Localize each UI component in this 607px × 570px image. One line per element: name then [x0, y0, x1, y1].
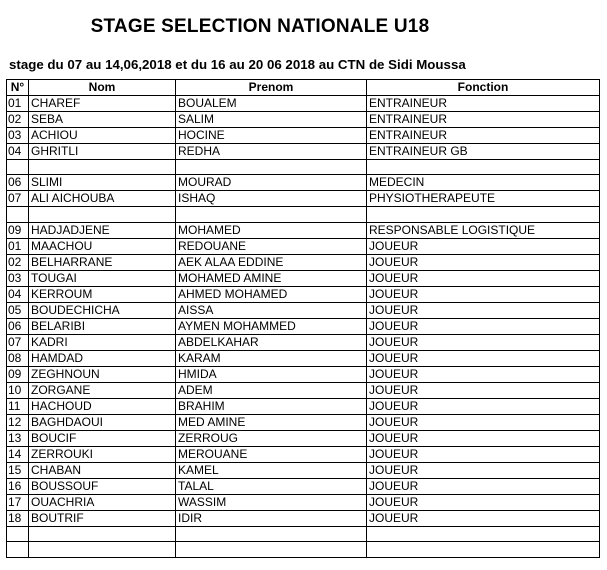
header-prenom: Prenom	[176, 80, 367, 96]
cell-fonction: JOUEUR	[367, 238, 600, 254]
cell-fonction: JOUEUR	[367, 334, 600, 350]
cell-fonction: JOUEUR	[367, 254, 600, 270]
cell-number: 06	[7, 175, 29, 191]
cell-fonction: RESPONSABLE LOGISTIQUE	[367, 222, 600, 238]
cell-nom: CHABAN	[29, 462, 176, 478]
cell-nom: BOUSSOUF	[29, 478, 176, 494]
table-row	[7, 542, 600, 557]
cell-number: 06	[7, 318, 29, 334]
table-row	[7, 366, 600, 382]
cell-number: 18	[7, 510, 29, 526]
cell-number: 07	[7, 191, 29, 207]
cell-prenom: AHMED MOHAMED	[176, 286, 367, 302]
table-row	[7, 207, 600, 222]
cell-nom: SEBA	[29, 112, 176, 128]
cell-nom: BELHARRANE	[29, 254, 176, 270]
table-row	[7, 160, 600, 175]
cell-number: 09	[7, 366, 29, 382]
cell-number: 11	[7, 398, 29, 414]
cell-fonction: JOUEUR	[367, 366, 600, 382]
table-row	[7, 222, 600, 238]
cell-fonction: JOUEUR	[367, 446, 600, 462]
table-row	[7, 494, 600, 510]
cell-nom: ZEGHNOUN	[29, 366, 176, 382]
cell-fonction: JOUEUR	[367, 494, 600, 510]
cell-prenom: BOUALEM	[176, 96, 367, 112]
cell-number: 14	[7, 446, 29, 462]
cell-number: 09	[7, 222, 29, 238]
table-row	[7, 350, 600, 366]
cell-nom: HAMDAD	[29, 350, 176, 366]
cell-fonction	[367, 542, 600, 557]
cell-number	[7, 542, 29, 557]
table-row	[7, 128, 600, 144]
header-fonction: Fonction	[367, 80, 600, 96]
cell-prenom: KARAM	[176, 350, 367, 366]
cell-prenom: ABDELKAHAR	[176, 334, 367, 350]
cell-nom: CHAREF	[29, 96, 176, 112]
cell-number: 01	[7, 238, 29, 254]
cell-nom	[29, 542, 176, 557]
cell-prenom: SALIM	[176, 112, 367, 128]
table-row	[7, 462, 600, 478]
cell-fonction: JOUEUR	[367, 414, 600, 430]
cell-nom: HADJADJENE	[29, 222, 176, 238]
cell-number: 04	[7, 286, 29, 302]
cell-number: 15	[7, 462, 29, 478]
header-nom: Nom	[29, 80, 176, 96]
cell-prenom: ZERROUG	[176, 430, 367, 446]
cell-nom	[29, 526, 176, 541]
cell-fonction: ENTRAINEUR GB	[367, 144, 600, 160]
cell-fonction: JOUEUR	[367, 398, 600, 414]
cell-prenom	[176, 542, 367, 557]
cell-prenom: AYMEN MOHAMMED	[176, 318, 367, 334]
cell-fonction	[367, 207, 600, 222]
table-row	[7, 175, 600, 191]
cell-number: 17	[7, 494, 29, 510]
cell-nom	[29, 160, 176, 175]
cell-fonction: ENTRAINEUR	[367, 112, 600, 128]
table-row	[7, 286, 600, 302]
cell-fonction: JOUEUR	[367, 270, 600, 286]
cell-number	[7, 526, 29, 541]
table-row	[7, 302, 600, 318]
cell-fonction: PHYSIOTHERAPEUTE	[367, 191, 600, 207]
table-row	[7, 510, 600, 526]
table-row	[7, 254, 600, 270]
cell-prenom: ADEM	[176, 382, 367, 398]
cell-prenom: MOHAMED AMINE	[176, 270, 367, 286]
cell-fonction: JOUEUR	[367, 302, 600, 318]
cell-number	[7, 207, 29, 222]
cell-number: 07	[7, 334, 29, 350]
table-row	[7, 334, 600, 350]
cell-prenom: KAMEL	[176, 462, 367, 478]
cell-fonction: JOUEUR	[367, 478, 600, 494]
table-row	[7, 414, 600, 430]
cell-fonction: JOUEUR	[367, 350, 600, 366]
cell-nom: HACHOUD	[29, 398, 176, 414]
header-number: N°	[7, 80, 29, 96]
cell-nom: OUACHRIA	[29, 494, 176, 510]
cell-nom	[29, 207, 176, 222]
cell-prenom: IDIR	[176, 510, 367, 526]
cell-fonction	[367, 526, 600, 541]
cell-nom: KADRI	[29, 334, 176, 350]
cell-number	[7, 160, 29, 175]
cell-nom: BAGHDAOUI	[29, 414, 176, 430]
cell-fonction	[367, 160, 600, 175]
document-subtitle: stage du 07 au 14,06,2018 et du 16 au 20 06 2018 au CTN de Sidi Moussa	[9, 57, 466, 72]
cell-nom: ZORGANE	[29, 382, 176, 398]
table-row	[7, 238, 600, 254]
table-row	[7, 112, 600, 128]
cell-number: 10	[7, 382, 29, 398]
cell-prenom: REDOUANE	[176, 238, 367, 254]
cell-fonction: JOUEUR	[367, 382, 600, 398]
cell-fonction: JOUEUR	[367, 318, 600, 334]
cell-prenom	[176, 526, 367, 541]
cell-fonction: JOUEUR	[367, 462, 600, 478]
cell-prenom: HOCINE	[176, 128, 367, 144]
cell-nom: SLIMI	[29, 175, 176, 191]
cell-number: 05	[7, 302, 29, 318]
cell-nom: ACHIOU	[29, 128, 176, 144]
cell-nom: BELARIBI	[29, 318, 176, 334]
cell-prenom: AEK ALAA EDDINE	[176, 254, 367, 270]
cell-number: 02	[7, 112, 29, 128]
cell-nom: ALI AICHOUBA	[29, 191, 176, 207]
cell-prenom: AISSA	[176, 302, 367, 318]
cell-number: 03	[7, 128, 29, 144]
cell-number: 12	[7, 414, 29, 430]
cell-fonction: MEDECIN	[367, 175, 600, 191]
cell-number: 04	[7, 144, 29, 160]
table-row	[7, 382, 600, 398]
cell-prenom: ISHAQ	[176, 191, 367, 207]
table-row	[7, 446, 600, 462]
cell-prenom: HMIDA	[176, 366, 367, 382]
table-row	[7, 270, 600, 286]
cell-nom: MAACHOU	[29, 238, 176, 254]
cell-prenom: REDHA	[176, 144, 367, 160]
cell-number: 02	[7, 254, 29, 270]
cell-fonction: ENTRAINEUR	[367, 128, 600, 144]
cell-prenom	[176, 207, 367, 222]
cell-nom: BOUTRIF	[29, 510, 176, 526]
staff-table	[6, 79, 600, 558]
table-header-row	[7, 80, 600, 96]
cell-nom: ZERROUKI	[29, 446, 176, 462]
table-row	[7, 191, 600, 207]
cell-prenom: BRAHIM	[176, 398, 367, 414]
cell-number: 13	[7, 430, 29, 446]
table-row	[7, 478, 600, 494]
table-row	[7, 144, 600, 160]
cell-prenom: TALAL	[176, 478, 367, 494]
cell-prenom: MOHAMED	[176, 222, 367, 238]
cell-number: 16	[7, 478, 29, 494]
cell-prenom: MOURAD	[176, 175, 367, 191]
cell-number: 03	[7, 270, 29, 286]
cell-prenom: WASSIM	[176, 494, 367, 510]
document-title: STAGE SELECTION NATIONALE U18	[90, 16, 430, 37]
cell-fonction: JOUEUR	[367, 430, 600, 446]
table-row	[7, 526, 600, 541]
cell-fonction: ENTRAINEUR	[367, 96, 600, 112]
cell-fonction: JOUEUR	[367, 510, 600, 526]
cell-prenom	[176, 160, 367, 175]
cell-nom: KERROUM	[29, 286, 176, 302]
table-row	[7, 318, 600, 334]
cell-number: 08	[7, 350, 29, 366]
cell-prenom: MED AMINE	[176, 414, 367, 430]
table-row	[7, 398, 600, 414]
cell-nom: BOUDECHICHA	[29, 302, 176, 318]
cell-fonction: JOUEUR	[367, 286, 600, 302]
cell-number: 01	[7, 96, 29, 112]
cell-prenom: MEROUANE	[176, 446, 367, 462]
cell-nom: GHRITLI	[29, 144, 176, 160]
table-row	[7, 96, 600, 112]
cell-nom: TOUGAI	[29, 270, 176, 286]
table-row	[7, 430, 600, 446]
cell-nom: BOUCIF	[29, 430, 176, 446]
